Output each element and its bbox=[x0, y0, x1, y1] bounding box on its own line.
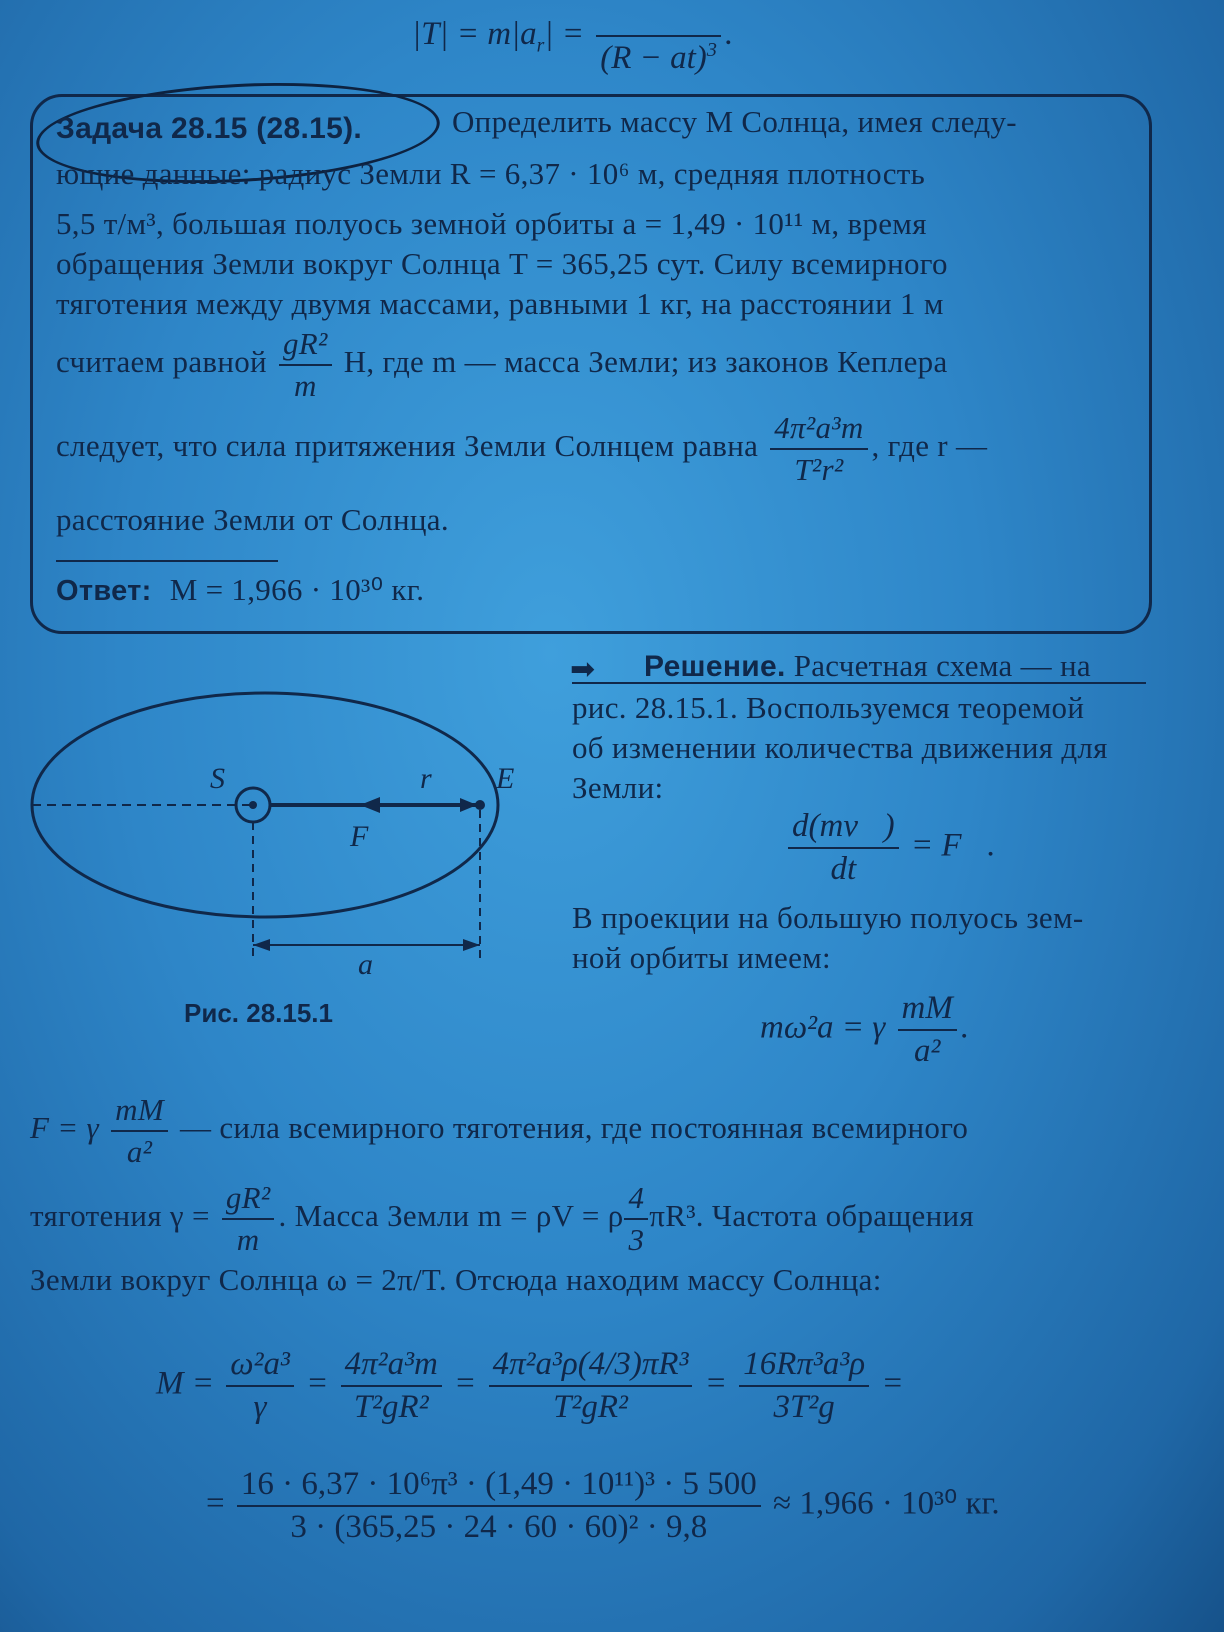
solution-line-3: об изменении количества движения для bbox=[572, 730, 1108, 765]
task-title: Задача 28.15 (28.15). bbox=[56, 112, 362, 145]
solution-line-1: Решение. Расчетная схема — на bbox=[644, 648, 1091, 683]
earth-point bbox=[475, 800, 485, 810]
orbit-diagram bbox=[20, 690, 540, 980]
task-line-7: следует, что сила притяжения Земли Солнцем равна $\frac{\text{4π²a³m}}{\text{T²r²}}$ , где r — bbox=[56, 410, 988, 487]
task-line-8: расстояние Земли от Солнца. bbox=[56, 502, 449, 537]
numeric-result: = $\frac{\text{16 · 6,37 · 10⁶π³ · (1,49 · 10¹¹)³ · 5 500}}{\text{3 · (365,25 · 24 · 60 · 60)² · 9,8}}$ ≈ 1,966 · 10³⁰ кг. bbox=[206, 1466, 1000, 1545]
solution-rule bbox=[572, 682, 1146, 684]
gamma-line: тяготения γ = $\frac{\text{gR²}}{m}$ . Масса Земли m = ρV = ρ $\frac{4}{3}$ πR³. Частота обращения bbox=[30, 1180, 974, 1257]
task-line-5: тяготения между двумя массами, равными 1 кг, на расстоянии 1 м bbox=[56, 286, 944, 321]
projection-line-2: ной орбиты имеем: bbox=[572, 940, 831, 975]
task-line-2: ющие данные: радиус Земли R = 6,37 · 10⁶ м, средняя плотность bbox=[56, 156, 926, 191]
answer: Ответ: M = 1,966 · 10³⁰ кг. bbox=[56, 572, 425, 607]
F-arrowhead bbox=[360, 797, 380, 813]
answer-rule bbox=[56, 560, 278, 562]
label-r: r⃗ bbox=[420, 762, 456, 795]
gravity-line: F = γ $\frac{mM}{\text{a²}}$ — сила всемирного тяготения, где постоянная всемирного bbox=[30, 1092, 969, 1169]
task-line-6: считаем равной $\frac{\text{gR²}}{m}$ Н, где m — масса Земли; из законов Кеплера bbox=[56, 326, 948, 403]
r-arrowhead bbox=[460, 798, 477, 812]
task-line-3: 5,5 т/м³, большая полуось земной орбиты a = 1,49 · 10¹¹ м, время bbox=[56, 206, 927, 241]
arrow-icon: ➡ bbox=[570, 653, 596, 686]
equation-momentum: $\frac{d(mv⃗)}{dt}$ = F⃗. bbox=[784, 808, 996, 888]
top-formula: $|T| = m|a_r|$ = (R − at)$^3$ . bbox=[412, 0, 733, 77]
solution-line-2: рис. 28.15.1. Воспользуемся теоремой bbox=[572, 690, 1085, 725]
equation-orbit: mω²a = γ $\frac{mM}{\text{a²}}$ . bbox=[760, 990, 970, 1069]
task-line-4: обращения Земли вокруг Солнца T = 365,25 сут. Силу всемирного bbox=[56, 246, 948, 281]
label-S: S bbox=[210, 762, 225, 795]
label-F: F⃗ bbox=[350, 820, 392, 853]
omega-line: Земли вокруг Солнца ω = 2π/T. Отсюда находим массу Солнца: bbox=[30, 1262, 882, 1297]
mass-derivation: M = $\frac{\text{ω²a³}}{\gamma}$ = $\frac{\text{4π²a³m}}{\text{T²gR²}}$ = $\frac{\text{4π²a³ρ(4/3)πR³}}{\text{T²gR²}}$ = $\frac{\text{16Rπ³a³ρ}}{\text{3T²g}}$ = bbox=[156, 1346, 904, 1425]
label-a: a bbox=[358, 948, 373, 981]
solution-line-4: Земли: bbox=[572, 770, 664, 805]
label-E: E bbox=[496, 762, 515, 795]
figure-caption: Рис. 28.15.1 bbox=[184, 998, 333, 1028]
projection-line-1: В проекции на большую полуось зем- bbox=[572, 900, 1084, 935]
task-line-1: Определить массу M Солнца, имея следу- bbox=[452, 104, 1017, 139]
